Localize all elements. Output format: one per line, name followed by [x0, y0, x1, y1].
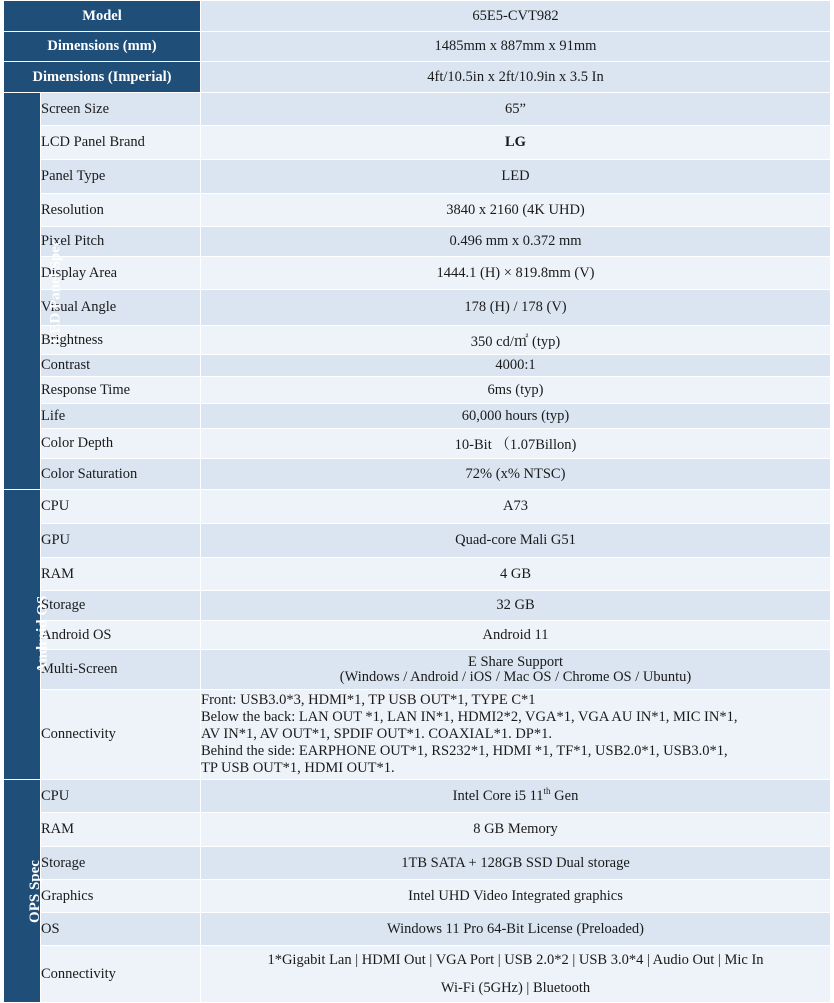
spec-label: Dimensions (Imperial): [4, 62, 201, 93]
spec-value: [201, 690, 831, 780]
spec-label: Screen Size: [41, 93, 201, 126]
spec-value: 1444.1 (H) × 819.8mm (V): [201, 257, 831, 290]
spec-label: Dimensions (mm): [4, 32, 201, 62]
spec-value: 8 GB Memory: [201, 813, 831, 847]
spec-row: [4, 913, 831, 946]
spec-row: [4, 847, 831, 880]
multiscreen-line: (Windows / Android / iOS / Mac OS / Chrome OS / Ubuntu): [339, 668, 692, 685]
spec-label: Color Depth: [41, 429, 201, 459]
spec-value: 3840 x 2160 (4K UHD): [201, 194, 831, 227]
spec-row: [4, 194, 831, 227]
spec-value: 60,000 hours (typ): [201, 404, 831, 429]
spec-value: 32 GB: [201, 591, 831, 621]
spec-label: Response Time: [41, 377, 201, 404]
spec-row: [4, 429, 831, 459]
spec-label: Android OS: [41, 621, 201, 650]
spec-row: [4, 558, 831, 591]
spec-row-ops-connectivity: [4, 946, 831, 1003]
spec-label: CPU: [41, 490, 201, 524]
spec-value: 178 (H) / 178 (V): [201, 290, 831, 326]
group-label-ops-spec: OPS Spec: [4, 780, 41, 1003]
spec-value: Quad-core Mali G51: [201, 524, 831, 558]
connectivity-line: AV IN*1, AV OUT*1, SPDIF OUT*1. COAXIAL*1. DP*1.: [201, 726, 552, 742]
spec-label: OS: [41, 913, 201, 946]
spec-row: [4, 257, 831, 290]
spec-value: LED: [201, 160, 831, 194]
multiscreen-line: E Share Support: [467, 653, 564, 670]
spec-row: [4, 404, 831, 429]
spec-label: Connectivity: [41, 690, 201, 780]
spec-value: 65”: [201, 93, 831, 126]
ops-connectivity-line: 1*Gigabit Lan | HDMI Out | VGA Port | USB 2.0*2 | USB 3.0*4 | Audio Out | Mic In: [267, 952, 764, 968]
spec-row: [4, 93, 831, 126]
connectivity-line: Below the back: LAN OUT *1, LAN IN*1, HDMI2*2, VGA*1, VGA AU IN*1, MIC IN*1,: [201, 709, 738, 725]
spec-value: 4 GB: [201, 558, 831, 591]
spec-row: [4, 490, 831, 524]
spec-row: [4, 227, 831, 257]
spec-value: LG: [201, 126, 831, 160]
spec-row-multi-screen: [4, 650, 831, 690]
spec-value: 1TB SATA + 128GB SSD Dual storage: [201, 847, 831, 880]
spec-label: Multi-Screen: [41, 650, 201, 690]
connectivity-line: Front: USB3.0*3, HDMI*1, TP USB OUT*1, TYPE C*1: [201, 692, 536, 708]
spec-value: 0.496 mm x 0.372 mm: [201, 227, 831, 257]
spec-value: 1485mm x 887mm x 91mm: [201, 32, 831, 62]
spec-value: 72% (x% NTSC): [201, 459, 831, 490]
spec-value: 10-Bit （1.07Billon): [201, 429, 831, 459]
ops-connectivity-line: Wi-Fi (5GHz) | Bluetooth: [440, 980, 591, 996]
spec-row: [4, 780, 831, 813]
spec-row: [4, 160, 831, 194]
connectivity-line: Behind the side: EARPHONE OUT*1, RS232*1, HDMI *1, TF*1, USB2.0*1, USB3.0*1,: [201, 743, 728, 759]
spec-row: [4, 524, 831, 558]
spec-label: Resolution: [41, 194, 201, 227]
spec-row-dimensions-imperial: [4, 62, 831, 93]
spec-label: Storage: [41, 591, 201, 621]
spec-row: [4, 813, 831, 847]
spec-label: Graphics: [41, 880, 201, 913]
spec-value: [201, 650, 831, 690]
spec-label: Panel Type: [41, 160, 201, 194]
spec-row: [4, 880, 831, 913]
spec-label: Contrast: [41, 355, 201, 377]
spec-label: Color Saturation: [41, 459, 201, 490]
spec-row: [4, 326, 831, 355]
group-label-led-panel-spec: LED Panel Spec: [4, 93, 41, 490]
spec-row: [4, 355, 831, 377]
spec-value: 4000:1: [201, 355, 831, 377]
spec-value: Intel Core i5 11th Gen: [201, 780, 831, 813]
spec-value: Intel UHD Video Integrated graphics: [201, 880, 831, 913]
spec-label: Life: [41, 404, 201, 429]
spec-value: 6ms (typ): [201, 377, 831, 404]
spec-value: Android 11: [201, 621, 831, 650]
spec-row: [4, 591, 831, 621]
spec-row: [4, 126, 831, 160]
spec-label: Model: [4, 1, 201, 32]
spec-label: CPU: [41, 780, 201, 813]
spec-value: 4ft/10.5in x 2ft/10.9in x 3.5 In: [201, 62, 831, 93]
spec-value: [201, 946, 831, 1003]
connectivity-line: TP USB OUT*1, HDMI OUT*1.: [201, 760, 395, 776]
spec-label: RAM: [41, 558, 201, 591]
spec-label: LCD Panel Brand: [41, 126, 201, 160]
spec-label: Pixel Pitch: [41, 227, 201, 257]
group-label-android-os: Android OS: [4, 490, 41, 780]
spec-row: [4, 377, 831, 404]
spec-value: A73: [201, 490, 831, 524]
spec-label: Visual Angle: [41, 290, 201, 326]
spec-label: RAM: [41, 813, 201, 847]
spec-table: [3, 0, 831, 1003]
spec-row-connectivity: [4, 690, 831, 780]
spec-value: 350 cd/㎡ (typ): [201, 326, 831, 355]
spec-label: GPU: [41, 524, 201, 558]
spec-row: [4, 459, 831, 490]
spec-label: Display Area: [41, 257, 201, 290]
spec-value: Windows 11 Pro 64-Bit License (Preloaded): [201, 913, 831, 946]
spec-row: [4, 621, 831, 650]
spec-row: [4, 290, 831, 326]
spec-label: Storage: [41, 847, 201, 880]
spec-label: Connectivity: [41, 946, 201, 1003]
spec-row-dimensions-mm: [4, 32, 831, 62]
spec-value: 65E5-CVT982: [201, 1, 831, 32]
spec-label: Brightness: [41, 326, 201, 355]
spec-row-model: [4, 1, 831, 32]
